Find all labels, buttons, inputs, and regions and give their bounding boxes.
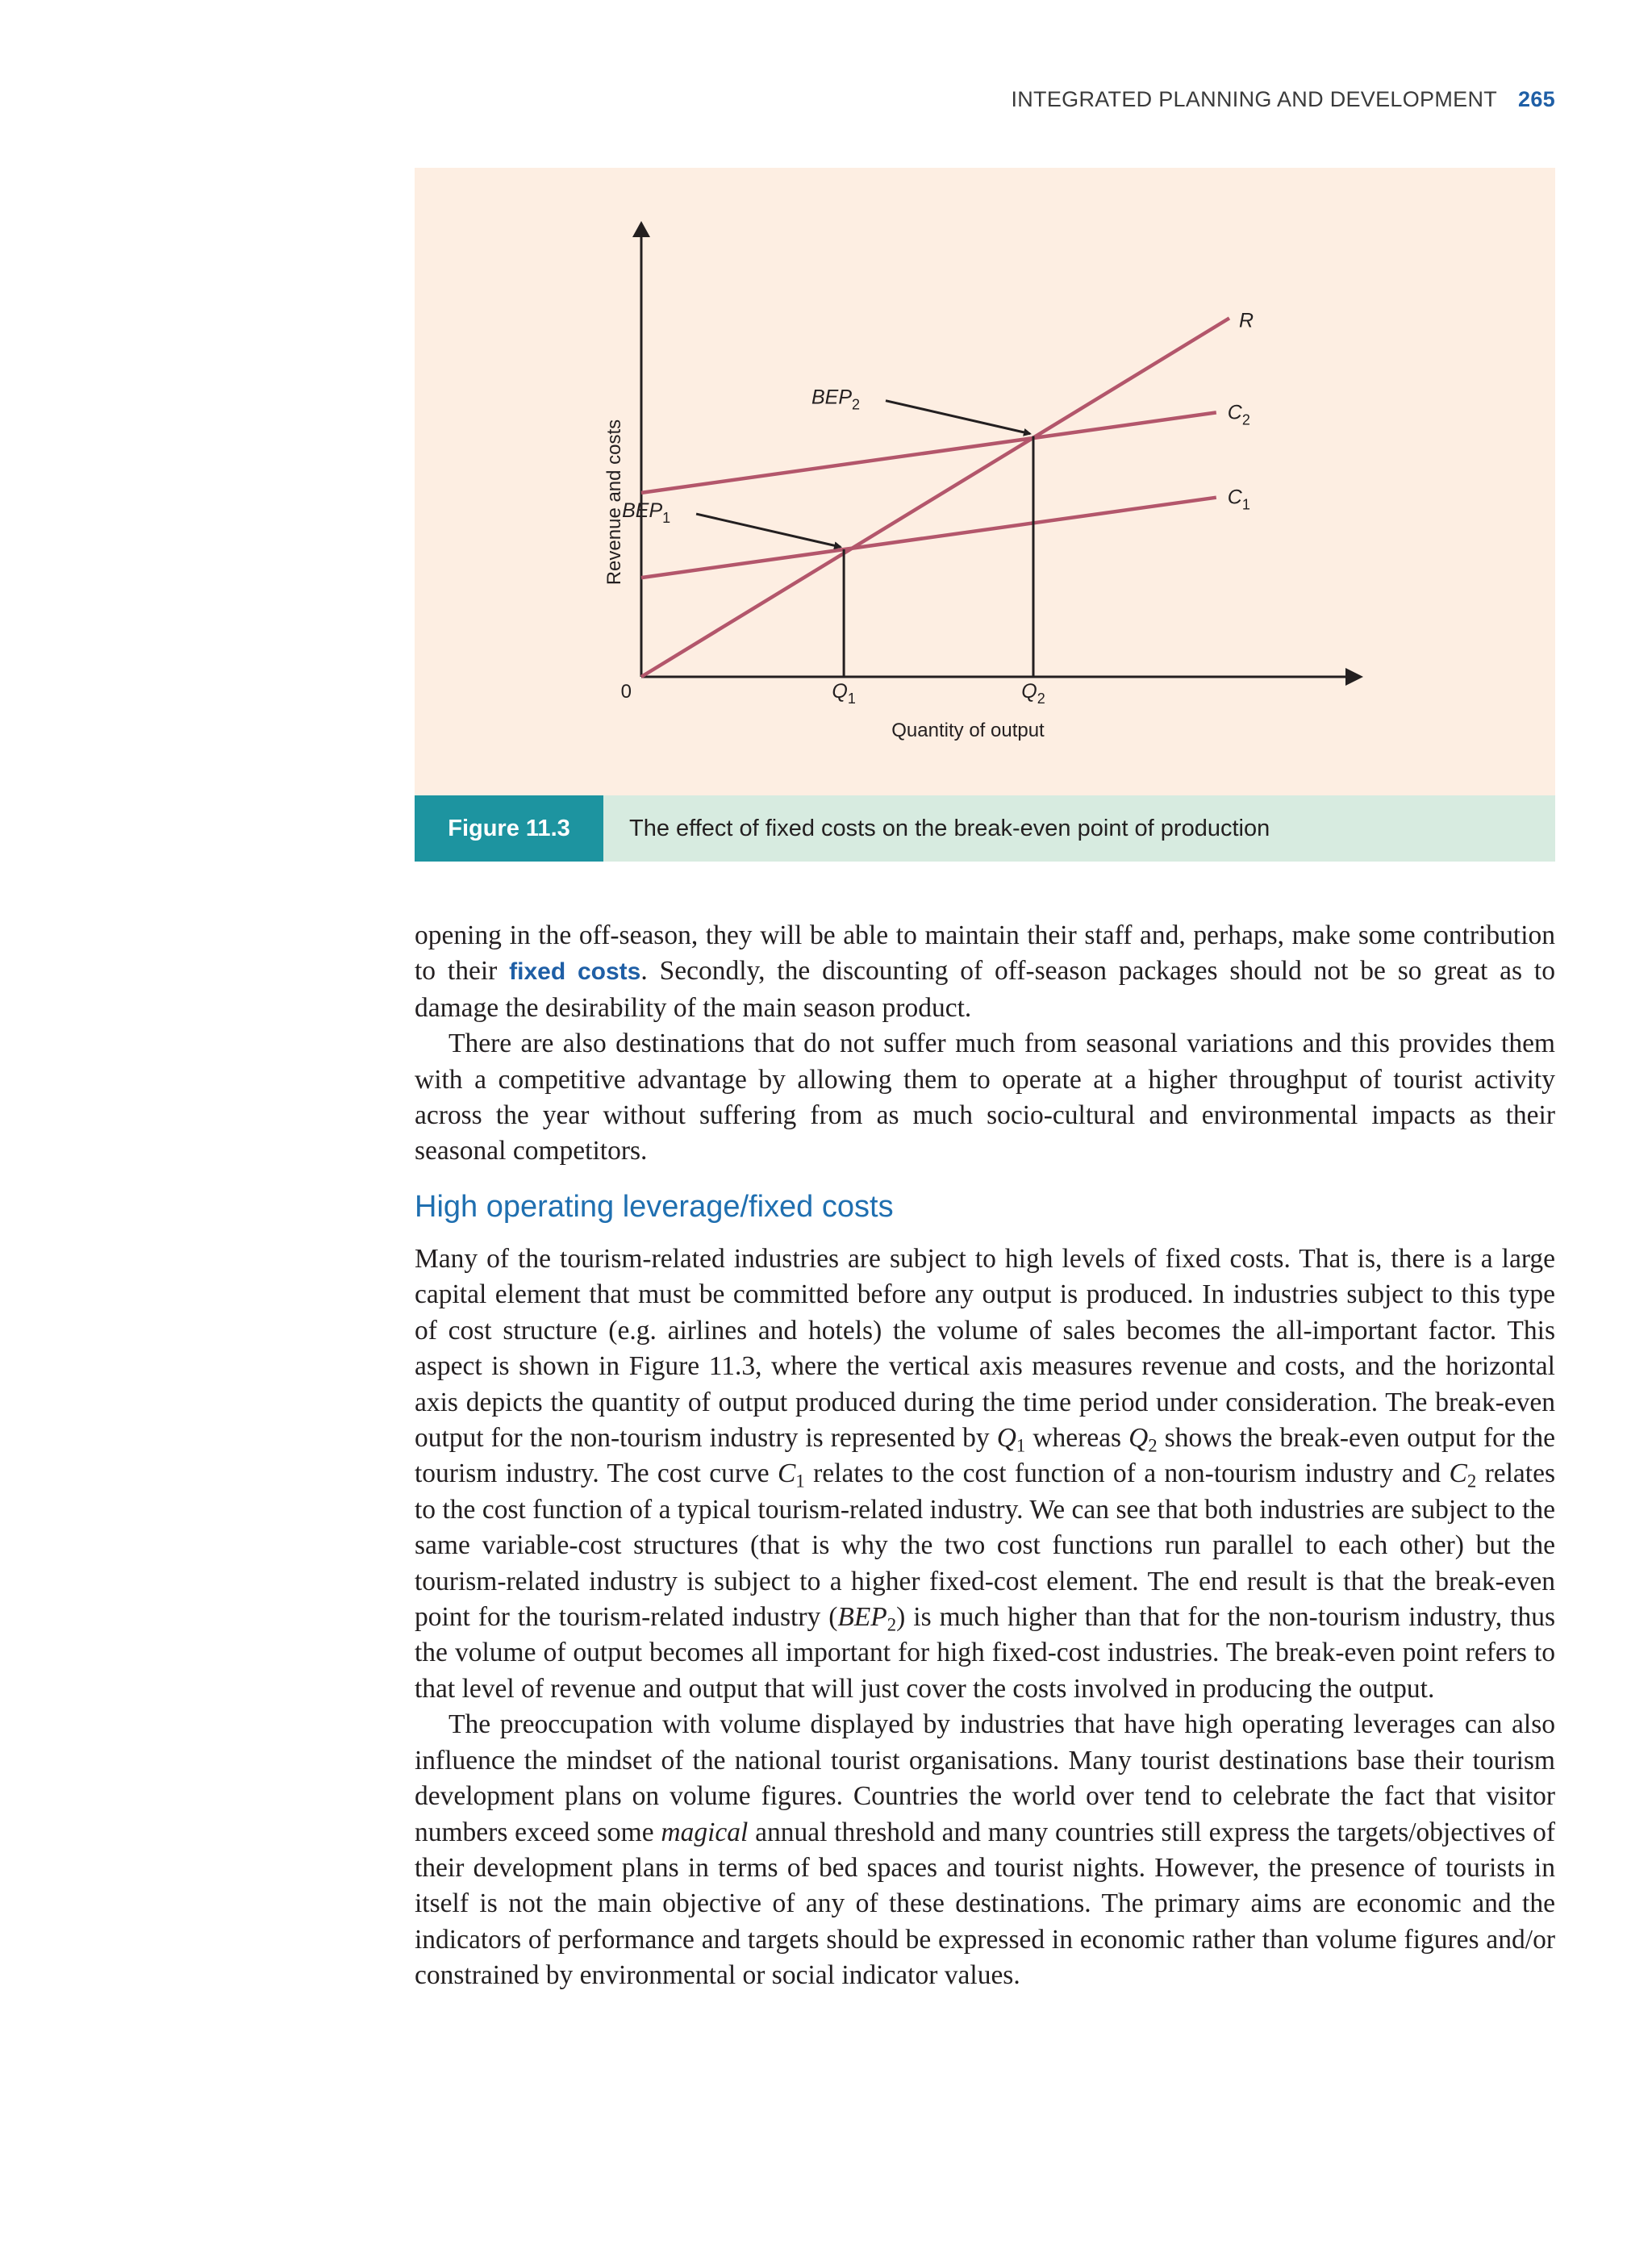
paragraph-4-text-a: The preoccupation with volume displayed by industries that have high operating leverages can also influence the mindset of the national tourist organisations. Many tourist destinations base their tourism development plans on volume figures. Countries the world over tend to celebrate the fact that visitor numbers exceed some xyxy=(415,1709,1555,1847)
figure-11-3 xyxy=(415,168,1555,862)
symbol-c: C xyxy=(1449,1458,1467,1489)
section-heading: High operating leverage/fixed costs xyxy=(415,1190,894,1224)
paragraph-3 xyxy=(415,1241,1555,1707)
series-label-r: R xyxy=(1239,309,1254,332)
subscript-2: 2 xyxy=(1466,1471,1477,1492)
paragraph-3-text-a: Many of the tourism-related industries are subject to high levels of fixed costs. That is, there is a large capital element that must be committed before any output is produced. In industries subject to this type of cost structure (e.g. airlines and hotels) the volume of sales becomes the all-important factor. This aspect is shown in Figure 11.3, where the vertical axis measures revenue and costs, and the horizontal axis depicts the quantity of output produced during the time period under consideration. The break-even output for the non-tourism industry is represented by xyxy=(415,1244,1555,1454)
paragraph-2: There are also destinations that do not suffer much from seasonal variations and this provides them with a competitive advantage by allowing them to operate at a higher throughput of tourist activity across the year without suffering from as much socio-cultural and environmental impacts as their seasonal competitors. xyxy=(415,1029,1555,1166)
subscript-2: 2 xyxy=(1148,1435,1158,1456)
x-axis-arrowhead xyxy=(1345,668,1363,686)
series-line-c1 xyxy=(641,498,1216,578)
paragraph-4 xyxy=(415,1707,1555,1993)
series-label-c1: $C_1$ xyxy=(1227,486,1250,513)
running-head xyxy=(1011,87,1555,112)
paragraph-1-text-a: opening in the off-season, they will be able to maintain their staff and, perhaps, make some contribution to their xyxy=(415,920,1555,987)
y-axis-arrowhead xyxy=(632,221,650,237)
figure-label: Figure 11.3 xyxy=(415,795,603,862)
origin-label: 0 xyxy=(620,681,632,703)
paragraph-3-text-e: relates to the cost function of a typical tourism-related industry. We can see that both industries are subject to the same variable-cost structures (that is why the two cost functions run parallel to each other) but the tourism-related industry is subject to a higher fixed-cost element. The end result is that the break-even point for the tourism-related industry ( xyxy=(415,1458,1555,1633)
figure-caption-bar xyxy=(415,795,1555,862)
series-label-c2: $C_2$ xyxy=(1227,401,1250,428)
page-number: 265 xyxy=(1518,87,1555,111)
break-even-chart xyxy=(415,168,1555,795)
emphasis-magical: magical xyxy=(661,1817,749,1847)
paragraph-4-text-b: annual threshold and many countries still express the targets/objectives of their development plans in terms of bed spaces and tourist nights. However, the presence of tourists in itself is not the main objective of any of these destinations. The primary aims are economic and the indicators of performance and targets should be expressed in economic rather than volume figures and/or constrained by environmental or social indicator values. xyxy=(415,1817,1555,1991)
bep-label-1: $BEP_1$ xyxy=(622,499,671,527)
body-block-1 xyxy=(415,918,1555,1170)
paragraph-1-text-b: . Secondly, the discounting of off-season packages should not be so great as to damage the desirability of the main season product. xyxy=(415,956,1555,1023)
paragraph-3-text-b: whereas xyxy=(1025,1423,1129,1454)
paragraph-3-text-d: relates to the cost function of a non-tourism industry and xyxy=(804,1458,1450,1489)
symbol-c: C xyxy=(778,1458,796,1489)
paragraph-3-text-c: shows the break-even output for the tourism industry. The cost curve xyxy=(415,1423,1555,1489)
series-line-c2 xyxy=(641,412,1216,492)
paragraph-1 xyxy=(415,918,1555,1026)
symbol-q: Q xyxy=(996,1423,1016,1454)
bep-label-2: $BEP_2$ xyxy=(811,386,861,413)
subscript-1: 1 xyxy=(795,1471,805,1492)
keyword-fixed-costs: fixed costs xyxy=(509,958,641,986)
subscript-2: 2 xyxy=(886,1614,897,1635)
q-tick-label-1: $Q_1$ xyxy=(832,680,856,707)
bep-pointer-arrow-1 xyxy=(696,514,841,547)
paragraph-3-text-f: ) is much higher than that for the non-tourism industry, thus the volume of output becomes all important for high fixed-cost industries. The break-even point refers to that level of revenue and output that will just cover the costs involved in producing the output. xyxy=(415,1602,1555,1704)
bep-pointer-arrow-2 xyxy=(886,401,1030,434)
figure-panel xyxy=(415,168,1555,795)
body-block-2 xyxy=(415,1241,1555,1994)
x-axis-title: Quantity of output xyxy=(891,720,1045,741)
y-axis-title: Revenue and costs xyxy=(603,419,625,586)
running-title: INTEGRATED PLANNING AND DEVELOPMENT xyxy=(1011,87,1498,111)
subscript-1: 1 xyxy=(1016,1435,1026,1456)
symbol-q: Q xyxy=(1128,1423,1149,1454)
q-tick-label-2: $Q_2$ xyxy=(1021,680,1045,707)
symbol-bep: BEP xyxy=(837,1602,887,1633)
series-line-r xyxy=(641,318,1229,677)
figure-caption: The effect of fixed costs on the break-even point of production xyxy=(629,816,1270,841)
